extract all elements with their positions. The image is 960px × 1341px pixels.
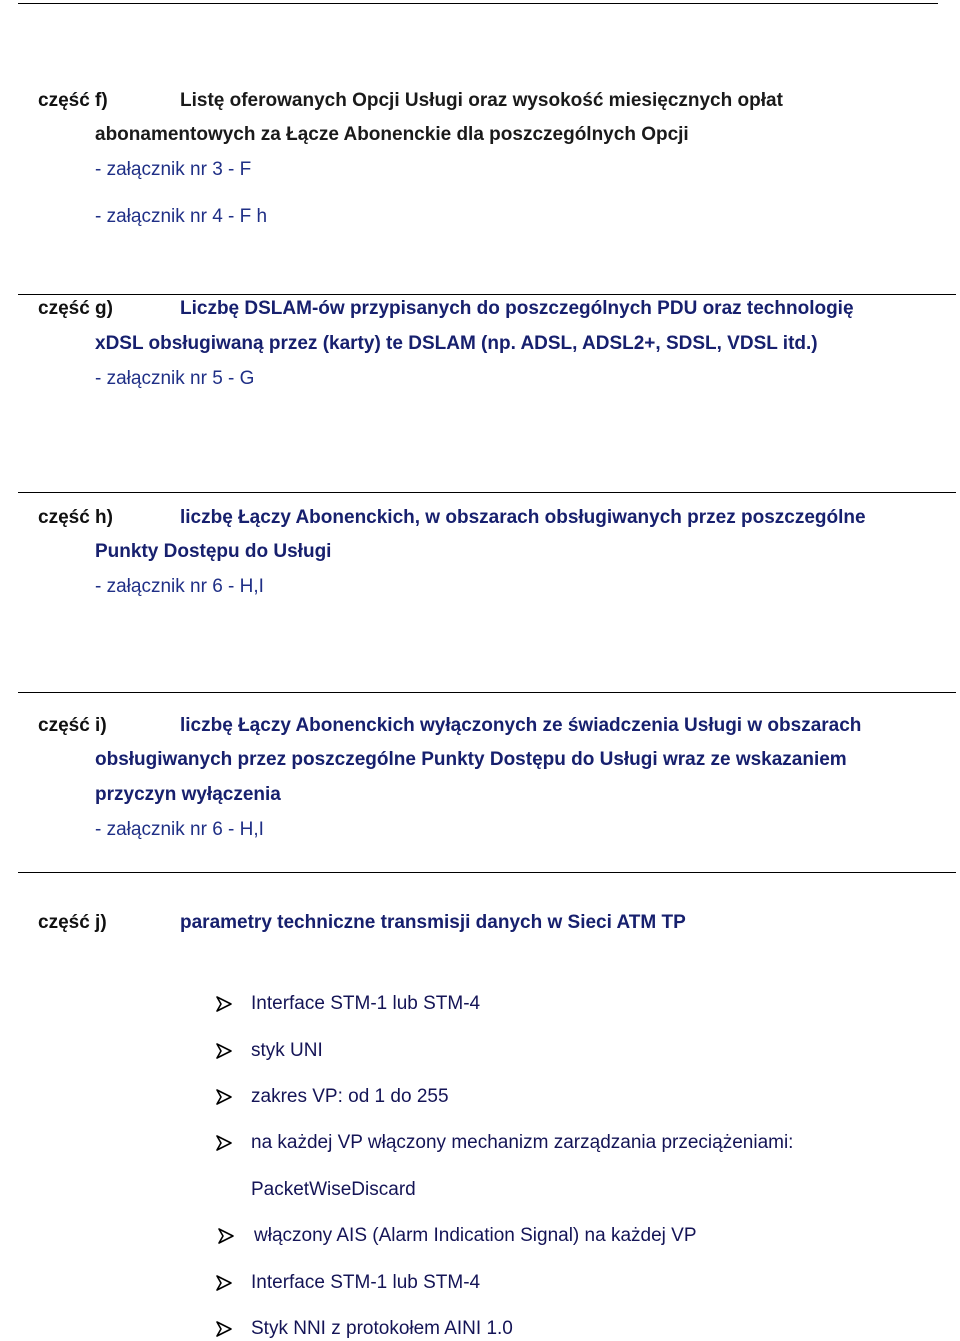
list-item-text: zakres VP: od 1 do 255 bbox=[251, 1086, 449, 1107]
section-divider-h bbox=[18, 492, 956, 493]
annex-reference: - załącznik nr 5 - G bbox=[95, 368, 255, 389]
annex-reference: - załącznik nr 6 - H,I bbox=[95, 819, 264, 840]
section-label: część f) bbox=[38, 90, 108, 111]
section-continuation: Punkty Dostępu do Usługi bbox=[95, 541, 332, 562]
annex-reference: - załącznik nr 3 - F bbox=[95, 159, 252, 180]
list-item-text: Interface STM-1 lub STM-4 bbox=[251, 993, 481, 1014]
section-continuation: przyczyn wyłączenia bbox=[95, 784, 281, 805]
arrowhead-bullet-icon bbox=[217, 1224, 235, 1248]
list-item-text: włączony AIS (Alarm Indication Signal) na każdej VP bbox=[254, 1225, 697, 1246]
list-item-text: na każdej VP włączony mechanizm zarządzania przeciążeniami: bbox=[251, 1132, 794, 1153]
section-heading: Listę oferowanych Opcji Usługi oraz wysokość miesięcznych opłat bbox=[180, 90, 783, 111]
section-divider-i bbox=[18, 692, 956, 693]
section-divider-j bbox=[18, 872, 956, 873]
section-label: część j) bbox=[38, 912, 107, 933]
list-item-text: PacketWiseDiscard bbox=[251, 1179, 416, 1200]
section-heading: Liczbę DSLAM-ów przypisanych do poszczególnych PDU oraz technologię bbox=[180, 298, 854, 319]
section-label: część i) bbox=[38, 715, 107, 736]
arrowhead-bullet-icon bbox=[215, 1039, 233, 1063]
section-continuation: obsługiwanych przez poszczególne Punkty Dostępu do Usługi wraz ze wskazaniem bbox=[95, 749, 847, 770]
top-rule bbox=[18, 3, 938, 4]
section-heading: liczbę Łączy Abonenckich wyłączonych ze świadczenia Usługi w obszarach bbox=[180, 715, 862, 736]
section-divider-g bbox=[18, 294, 956, 295]
section-continuation: abonamentowych za Łącze Abonenckie dla poszczególnych Opcji bbox=[95, 124, 689, 145]
arrowhead-bullet-icon bbox=[215, 1271, 233, 1295]
arrowhead-bullet-icon bbox=[215, 1131, 233, 1155]
arrowhead-bullet-icon bbox=[215, 1085, 233, 1109]
annex-reference: - załącznik nr 6 - H,I bbox=[95, 576, 264, 597]
list-item-text: styk UNI bbox=[251, 1040, 323, 1061]
arrowhead-bullet-icon bbox=[215, 1317, 233, 1341]
section-continuation: xDSL obsługiwaną przez (karty) te DSLAM (np. ADSL, ADSL2+, SDSL, VDSL itd.) bbox=[95, 333, 818, 354]
annex-reference: - załącznik nr 4 - F h bbox=[95, 206, 268, 227]
arrowhead-bullet-icon bbox=[215, 992, 233, 1016]
section-heading: parametry techniczne transmisji danych w Sieci ATM TP bbox=[180, 912, 686, 933]
list-item-text: Interface STM-1 lub STM-4 bbox=[251, 1272, 481, 1293]
section-label: część g) bbox=[38, 298, 113, 319]
section-heading: liczbę Łączy Abonenckich, w obszarach obsługiwanych przez poszczególne bbox=[180, 507, 866, 528]
section-label: część h) bbox=[38, 507, 113, 528]
list-item-text: Styk NNI z protokołem AINI 1.0 bbox=[251, 1318, 513, 1339]
